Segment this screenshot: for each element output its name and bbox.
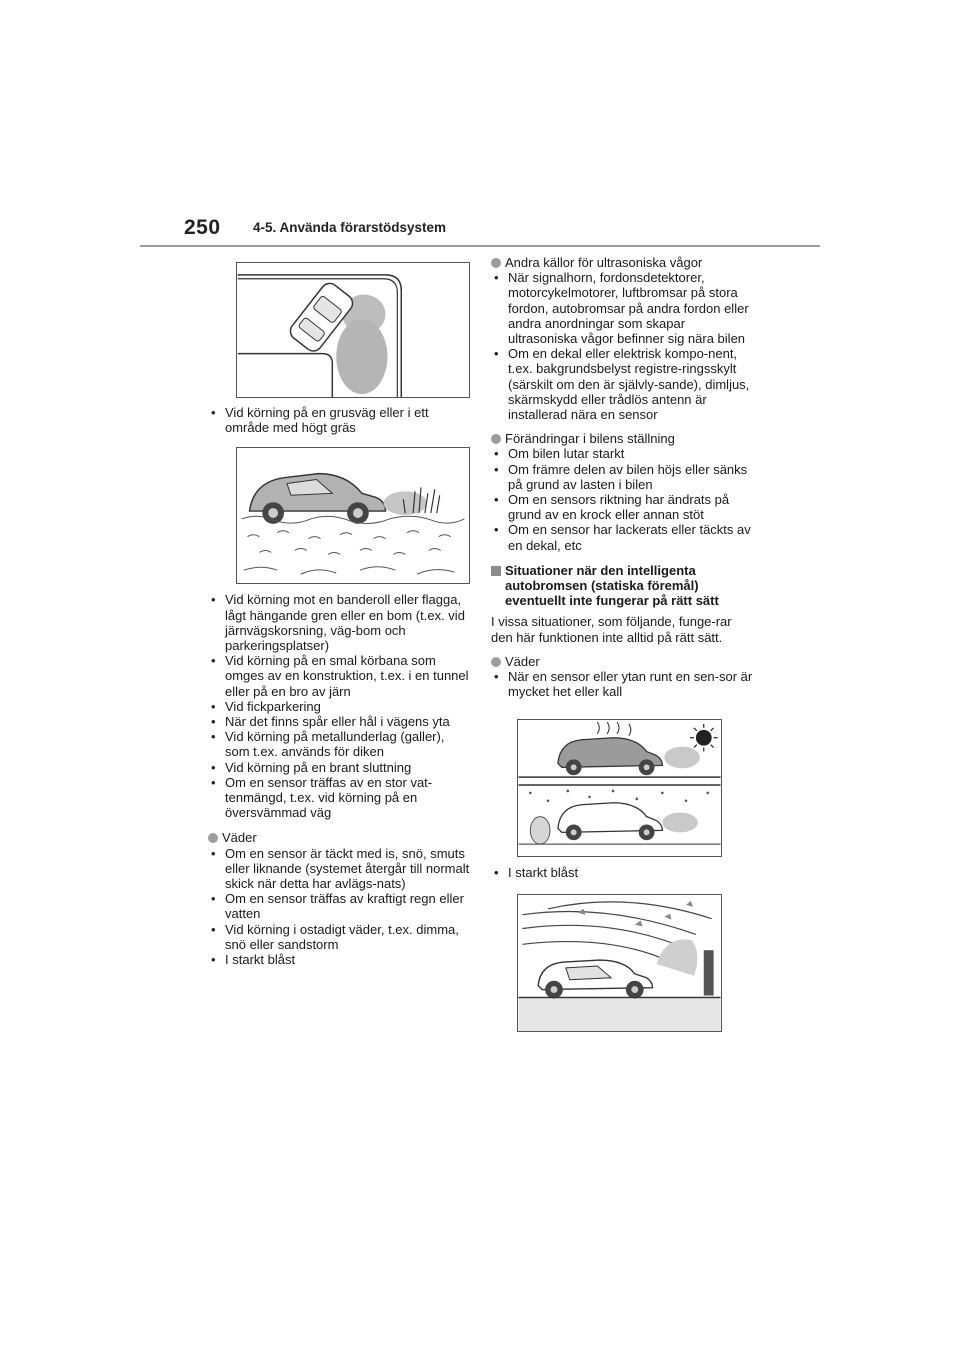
bullets-obstacles [208,592,470,820]
category-title: Väder [505,653,540,669]
bullets-ultrasonic [491,270,753,422]
list-item: • Vid fickparkering [208,699,470,714]
gravel-grass-drawing [237,448,469,583]
page-header [140,214,820,248]
right-column [491,255,753,1032]
bullets-weather-right [491,669,753,699]
situations-paragraph: I vissa situationer, som följande, funge-rar den här funktionen inte alltid på rätt sätt. [491,614,732,645]
header-rule [140,245,820,247]
bullets-weather-left [208,846,470,968]
list-item: • Vid körning på metallunderlag (galler), som t.ex. används för diken [208,729,470,759]
category-title: Väder [222,830,257,846]
illustration-gravel-grass [236,447,470,584]
bullets-gravel [208,405,470,435]
square-marker-icon [491,566,501,576]
heading-text: Situationer när den intelligenta autobromsen (statiska föremål) eventuellt inte fungerar på rätt sätt [505,562,719,609]
list-item: • När signalhorn, fordonsdetektorer, motorcykelmotorer, luftbromsar på stora fordon, autobromsar på andra fordon eller andra anordningar som skapar ultrasoniska vågor befinner sig nära bilen [491,270,753,346]
list-item: • Om en sensor är täckt med is, snö, smuts eller liknande (systemet återgår till normalt skick när detta har avlägs-nats) [208,846,470,892]
list-item: • När det finns spår eller hål i vägens yta [208,714,470,729]
illustration-strong-wind [517,894,722,1032]
strong-wind-drawing [518,895,721,1031]
situations-heading [491,563,753,609]
list-item: • Om en sensor träffas av kraftigt regn eller vatten [208,891,470,921]
bullets-posture [491,446,753,552]
bullets-wind [491,865,753,880]
list-item: • Vid körning på en grusväg eller i ett område med högt gräs [208,405,470,435]
list-item: • Om främre delen av bilen höjs eller sänks på grund av lasten i bilen [491,462,753,492]
category-title: Förändringar i bilens ställning [505,431,675,447]
list-item: • Om en sensors riktning har ändrats på grund av en krock eller annan stöt [491,492,753,522]
section-title: 4-5. Använda förarstödsystem [253,220,447,235]
illustration-hot-cold [517,719,722,857]
list-item: • Vid körning mot en banderoll eller flagga, lågt hängande gren eller en bom (t.ex. vid järnvägskorsning, väg-bom och parkeringsplatser) [208,592,470,653]
category-ultrasonic [491,255,753,270]
left-column [208,262,470,967]
list-item: • Om en dekal eller elektrisk kompo-nent, t.ex. bakgrundsbelyst registre-ringsskylt (särskilt om den är självly-sande), dimljus, skärmskydd eller trådlös antenn är installerad nära en sensor [491,346,753,422]
bullet-dot-icon [208,833,218,843]
page-number: 250 [184,216,221,239]
category-posture [491,431,753,446]
category-weather-right [491,654,753,669]
category-title: Andra källor för ultrasoniska vågor [505,255,703,270]
bullet-dot-icon [491,258,501,268]
list-item: • I starkt blåst [208,952,470,967]
hot-cold-drawing [518,720,721,856]
list-item: • Vid körning på en brant sluttning [208,760,470,775]
list-item: • När en sensor eller ytan runt en sen-sor är mycket het eller kall [491,669,753,699]
list-item: • Vid körning i ostadigt väder, t.ex. dimma, snö eller sandstorm [208,922,470,952]
list-item: • Vid körning på en smal körbana som omges av en konstruktion, t.ex. i en tunnel eller på en bro av järn [208,653,470,699]
list-item: • Om bilen lutar starkt [491,446,753,461]
bullet-dot-icon [491,657,501,667]
list-item: • I starkt blåst [491,865,753,880]
parking-corner-drawing [237,263,469,397]
list-item: • Om en sensor träffas av en stor vat-tenmängd, t.ex. vid körning på en översvämmad väg [208,775,470,821]
list-item: • Om en sensor har lackerats eller täckts av en dekal, etc [491,522,753,552]
illustration-parking-corner [236,262,470,398]
bullet-dot-icon [491,434,501,444]
category-weather-left [208,830,470,845]
